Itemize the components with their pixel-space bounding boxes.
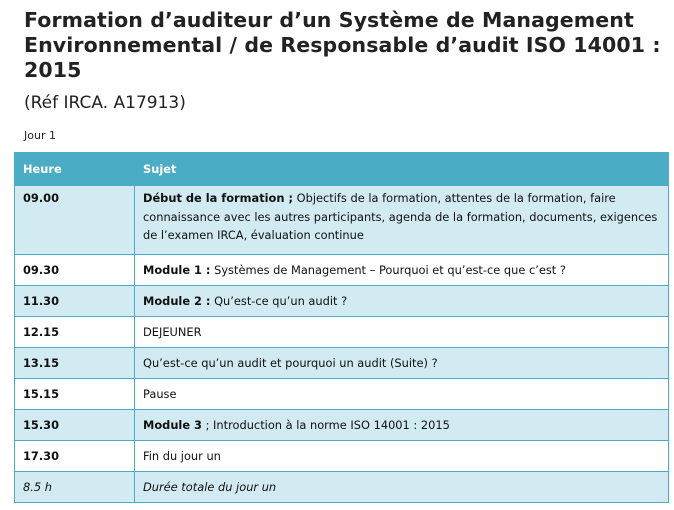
table-row	[15, 286, 669, 317]
table-row	[15, 441, 669, 472]
row-time: 15.30	[15, 410, 135, 441]
table-row	[15, 186, 669, 255]
row-time: 17.30	[15, 441, 135, 472]
row-subject	[135, 186, 669, 255]
row-subject-text: Durée totale du jour un	[143, 479, 277, 494]
header-time: Heure	[15, 153, 135, 186]
row-subject-bold: Début de la formation ;	[143, 191, 294, 205]
row-subject	[135, 410, 669, 441]
row-subject	[135, 441, 669, 472]
row-time: 11.30	[15, 286, 135, 317]
course-reference: (Réf IRCA. A17913)	[24, 93, 186, 113]
row-subject-bold: Module 3	[143, 417, 202, 432]
row-subject	[135, 286, 669, 317]
table-row-total	[15, 472, 669, 503]
table-row	[15, 317, 669, 348]
row-subject-text: Fin du jour un	[143, 448, 221, 463]
schedule-table	[14, 152, 669, 503]
table-row	[15, 348, 669, 379]
row-subject	[135, 348, 669, 379]
row-time: 8.5 h	[15, 472, 135, 503]
table-row	[15, 255, 669, 286]
row-subject-text: Objectifs de la formation, attentes de la formation, faire connaissance avec les autres participants, agenda de la formation, documents, exigences de l’examen IRCA, évaluation continue	[143, 191, 658, 242]
row-subject	[135, 472, 669, 503]
row-subject	[135, 379, 669, 410]
row-time: 09.00	[15, 186, 135, 255]
row-subject-text: Pause	[143, 386, 177, 401]
day-label: Jour 1	[24, 129, 56, 142]
row-subject-bold: Module 2 :	[143, 293, 211, 308]
row-time: 13.15	[15, 348, 135, 379]
document-title: Formation d’auditeur d’un Système de Management Environnemental / de Responsable d’audit ISO 14001 : 2015	[24, 8, 661, 82]
row-subject-text: Qu’est-ce qu’un audit ?	[210, 293, 348, 308]
row-subject-text: ; Introduction à la norme ISO 14001 : 2015	[201, 417, 450, 432]
row-time: 09.30	[15, 255, 135, 286]
row-subject-bold: Module 1 :	[143, 262, 211, 277]
row-subject-text: Systèmes de Management – Pourquoi et qu’est-ce que c’est ?	[210, 262, 566, 277]
row-subject-text: DEJEUNER	[143, 324, 202, 339]
row-subject	[135, 255, 669, 286]
row-time: 12.15	[15, 317, 135, 348]
schedule-header-row	[15, 153, 669, 186]
table-row	[15, 379, 669, 410]
row-subject	[135, 317, 669, 348]
table-row	[15, 410, 669, 441]
header-subject: Sujet	[135, 153, 669, 186]
row-time: 15.15	[15, 379, 135, 410]
row-subject-text: Qu’est-ce qu’un audit et pourquoi un audit (Suite) ?	[143, 355, 438, 370]
